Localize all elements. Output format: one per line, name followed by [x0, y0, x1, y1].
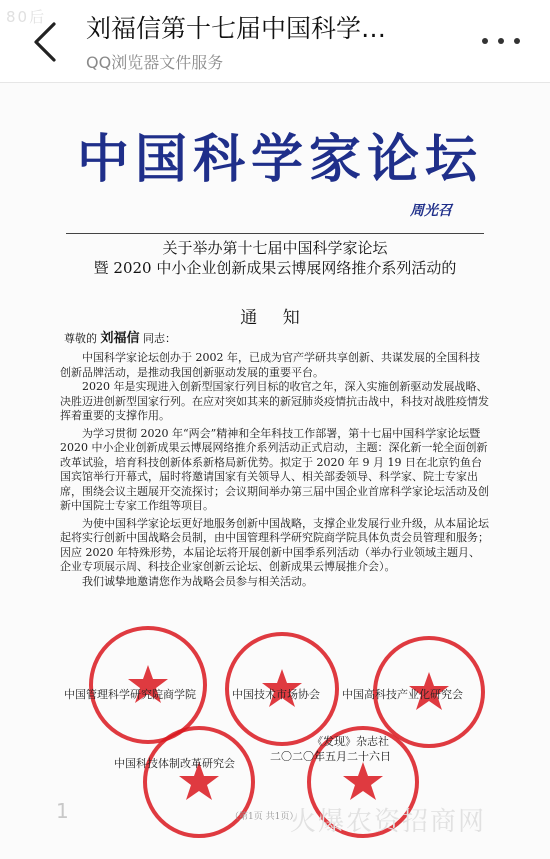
top-bar [0, 0, 550, 83]
notice-heading-line1: 关于举办第十七届中国科学家论坛 [162, 239, 388, 257]
organizer-name: 中国高科技产业化研究会 [342, 688, 463, 701]
salutation: 尊敬的 刘福信 同志： [64, 331, 177, 346]
paragraph: 中国科学家论坛创办于 2002 年，已成为官产学研共享创新、共谋发展的全国科技创新品牌活动，是推动我国创新驱动发展的重要平台。 [60, 351, 480, 379]
paragraph: 为使中国科学家论坛更好地服务创新中国战略，支撑企业发展行业升级，从本届论坛起将实行创新中国战略会员制，由中国管理科学研究院商学院具体负责会员管理和服务；因应 2020 年特殊形势，本届论坛将开展创新中国季系列活动（举办行业领域主题月、企业专项展示周、科技企业家创新云论坛、创新成果云博展推介会）。 [60, 516, 489, 573]
back-button[interactable] [28, 20, 64, 64]
organizer-name: 《发现》杂志社 [312, 735, 389, 748]
page-title: 刘福信第十七届中国科学… [86, 14, 387, 43]
more-dots-icon [482, 38, 488, 44]
page-indicator: （第1页 共1页） [230, 812, 299, 822]
chevron-left-icon [28, 20, 64, 64]
paragraph: 我们诚挚地邀请您作为战略会员参与相关活动。 [82, 574, 313, 588]
more-options-button[interactable] [478, 30, 524, 54]
document-viewer[interactable] [0, 83, 550, 859]
issue-date: 二〇二〇年五月二十六日 [270, 750, 391, 763]
masthead-logo: 中国科学家论坛 [76, 129, 483, 190]
corner-watermark: 80后 [6, 8, 47, 26]
notice-title: 通 知 [240, 308, 310, 328]
paragraph: 2020 年是实现进入创新型国家行列目标的收官之年，深入实施创新驱动发展战略、决胜迈进创新型国家行列。在应对突如其来的新冠肺炎疫情抗击战中，科技对战胜疫情发挥着重要的支撑作用。 [60, 380, 489, 422]
organizer-name: 中国技术市场协会 [232, 688, 320, 701]
organizer-name: 中国科技体制改革研究会 [114, 757, 235, 770]
paragraph: 为学习贯彻 2020 年“两会”精神和全年科技工作部署，第十七届中国科学家论坛暨 2020 中小企业创新成果云博展网络推介系列活动正式启动，主题：深化新一轮全面创新改革试验，培育科技创新体系新格局新优势。拟定于 2020 年 9 月 19 日在北京钓鱼台国宾馆举行开幕式，届时将邀请国家有关领导人、相关部委领导、科学家、院士专家出席，围绕会议主题展开交流探讨；会议期间举办第三届中国企业首席科学家论坛活动及创新中国院士专家工作组等项目。 [60, 426, 489, 512]
page-subtitle: QQ浏览器文件服务 [86, 53, 224, 72]
bottom-watermark: 火爆农资招商网 [290, 807, 487, 837]
recipient-name: 刘福信 [100, 331, 140, 346]
organizer-name: 中国管理科学研究院商学院 [64, 688, 196, 701]
notice-heading-line2: 暨 2020 中小企业创新成果云博展网络推介系列活动的 [93, 259, 457, 277]
divider [66, 233, 484, 234]
page-number: 1 [56, 799, 69, 823]
stamp-seal [140, 723, 258, 841]
signature: 周光召 [410, 203, 452, 219]
notice-body [60, 351, 490, 589]
